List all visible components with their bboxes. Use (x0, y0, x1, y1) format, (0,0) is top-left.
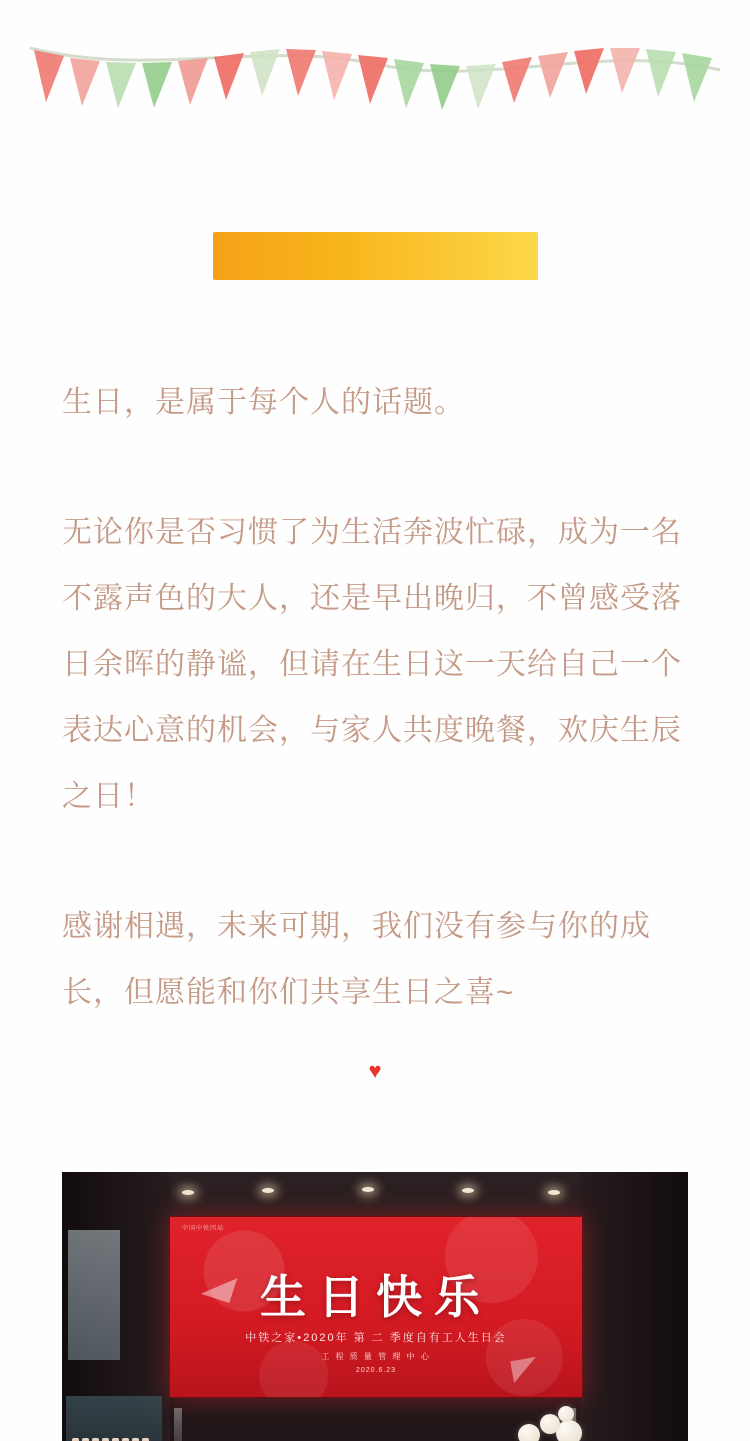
event-photo (62, 1172, 688, 1441)
led-subtitle: 中铁之家•2020年 第 二 季度自有工人生日会 (245, 1332, 507, 1344)
article-body (0, 370, 750, 1082)
led-screen (169, 1216, 583, 1398)
ceiling-lights (62, 1186, 688, 1212)
bottles-row (70, 1420, 162, 1441)
bunting-icon (0, 30, 750, 110)
photo-scene (62, 1172, 688, 1441)
photo-wall-right (580, 1172, 688, 1441)
paragraph-2: 无论你是否习惯了为生活奔波忙碌，成为一名不露声色的大人，还是早出晚归，不曾感受落日余晖的静谧，但请在生日这一天给自己一个表达心意的机会，与家人共度晚餐，欢庆生辰之日！ (62, 516, 682, 813)
heart-icon: ♥ (368, 1058, 382, 1083)
led-date: 2020.6.23 (355, 1367, 397, 1374)
balloon-cluster (488, 1386, 584, 1441)
photo-window (68, 1230, 120, 1360)
bunting-banner (0, 30, 750, 110)
paragraph-3: 感谢相遇，未来可期，我们没有参与你的成长，但愿能和你们共享生日之喜~ (62, 910, 651, 1009)
stage-pillar-left (174, 1408, 182, 1441)
title-highlight-band-wrap (0, 232, 750, 280)
title-highlight-band (213, 232, 538, 280)
led-brand: 中国中铁四局 (182, 1226, 225, 1232)
paragraph-1: 生日，是属于每个人的话题。 (62, 386, 465, 419)
led-title: 生日快乐 (260, 1270, 492, 1324)
led-subtitle-2: 工 程 质 量 管 理 中 心 (321, 1352, 431, 1361)
heart-divider (62, 1060, 688, 1082)
